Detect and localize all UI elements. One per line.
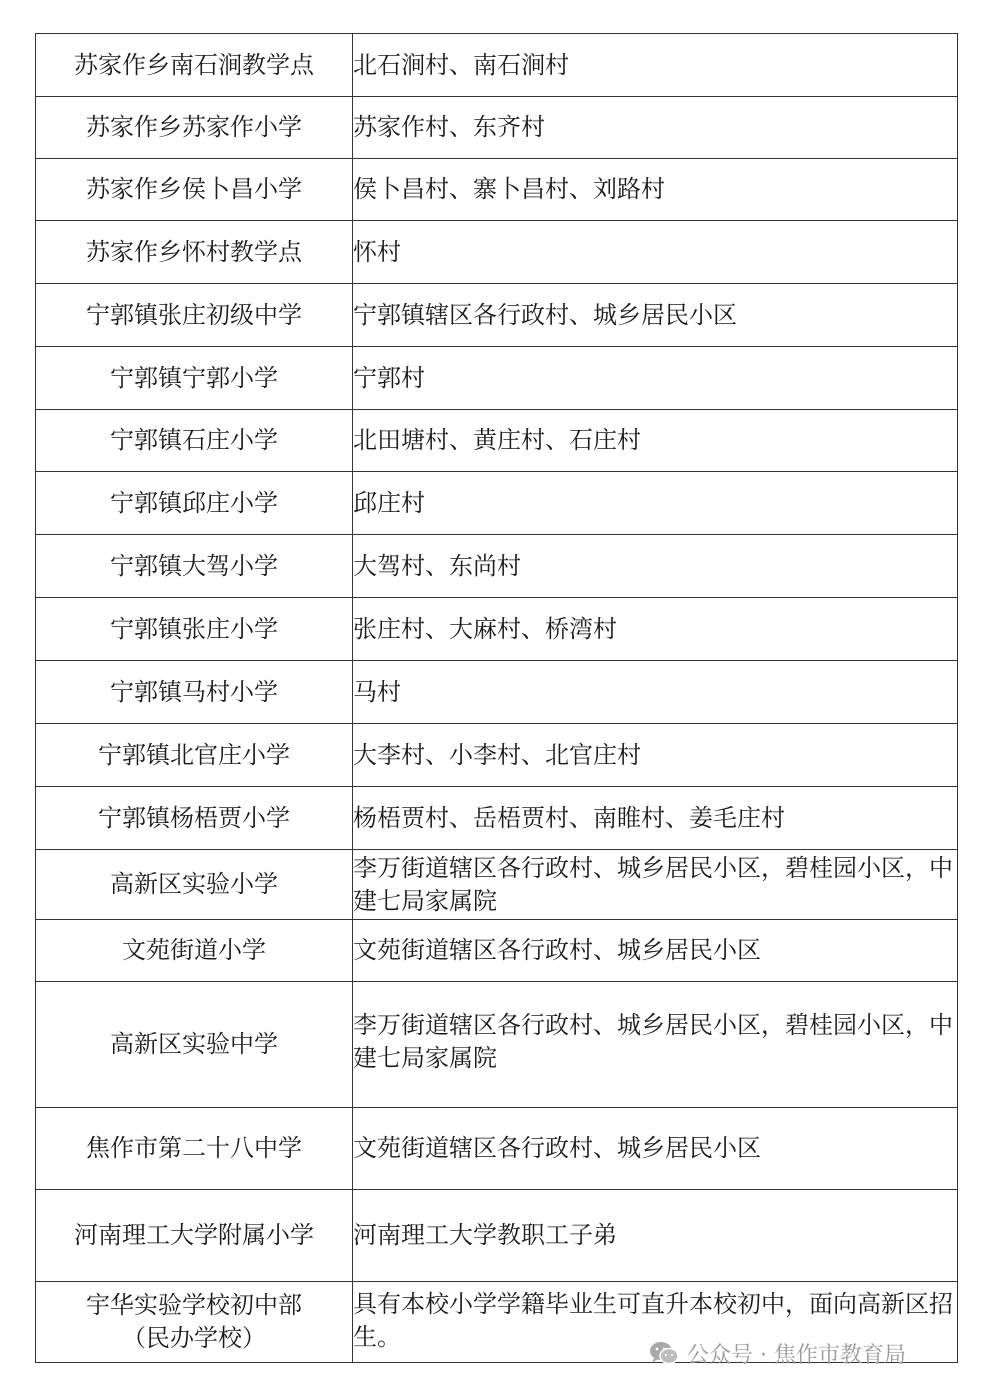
school-name: 宁郭镇邱庄小学 — [36, 472, 353, 535]
district-area: 怀村 — [353, 221, 958, 284]
table-row — [36, 724, 958, 787]
school-name: 宁郭镇大驾小学 — [36, 535, 353, 598]
school-name: 宁郭镇马村小学 — [36, 661, 353, 724]
table-row — [36, 97, 958, 159]
table-row — [36, 661, 958, 724]
table-row — [36, 34, 958, 97]
wechat-icon — [649, 1341, 679, 1367]
district-area: 宁郭镇辖区各行政村、城乡居民小区 — [353, 284, 958, 347]
district-area: 大李村、小李村、北官庄村 — [353, 724, 958, 787]
table-row — [36, 920, 958, 982]
school-name: 苏家作乡怀村教学点 — [36, 221, 353, 284]
school-district-table — [35, 33, 958, 1363]
school-name-cell — [36, 1282, 353, 1363]
watermark-text: 公众号 · 焦作市教育局 — [687, 1343, 906, 1368]
table-row — [36, 787, 958, 850]
school-name: 宇华实验学校初中部 — [86, 1291, 302, 1319]
district-area: 河南理工大学教职工子弟 — [353, 1190, 958, 1282]
watermark — [649, 1338, 906, 1369]
district-area: 张庄村、大麻村、桥湾村 — [353, 598, 958, 661]
school-name: 苏家作乡南石涧教学点 — [36, 34, 353, 97]
table-row — [36, 284, 958, 347]
district-area: 宁郭村 — [353, 347, 958, 410]
school-name: 宁郭镇张庄初级中学 — [36, 284, 353, 347]
district-area-text: 李万街道辖区各行政村、城乡居民小区，碧桂园小区，中建七局家属院 — [353, 1011, 953, 1072]
school-name: 宁郭镇北官庄小学 — [36, 724, 353, 787]
school-name: 高新区实验中学 — [36, 982, 353, 1108]
school-name: 苏家作乡苏家作小学 — [36, 97, 353, 159]
district-area: 杨梧贾村、岳梧贾村、南睢村、姜毛庄村 — [353, 787, 958, 850]
table-row — [36, 598, 958, 661]
table-row — [36, 850, 958, 920]
school-name: 苏家作乡侯卜昌小学 — [36, 159, 353, 221]
district-area: 马村 — [353, 661, 958, 724]
district-area: 文苑街道辖区各行政村、城乡居民小区 — [353, 1108, 958, 1190]
table-row — [36, 982, 958, 1108]
table-row — [36, 535, 958, 598]
table-row — [36, 221, 958, 284]
table-row — [36, 1108, 958, 1190]
table-row — [36, 472, 958, 535]
district-area-text: 具有本校小学学籍毕业生可直升本校初中，面向高新区招生。 — [353, 1290, 953, 1351]
district-area: 李万街道辖区各行政村、城乡居民小区，碧桂园小区，中建七局家属院 — [353, 850, 958, 920]
school-name: 高新区实验小学 — [36, 850, 353, 920]
district-area: 苏家作村、东齐村 — [353, 97, 958, 159]
district-area: 北田塘村、黄庄村、石庄村 — [353, 410, 958, 472]
district-area — [353, 982, 958, 1108]
district-area: 邱庄村 — [353, 472, 958, 535]
school-name: 宁郭镇张庄小学 — [36, 598, 353, 661]
school-name: 宁郭镇石庄小学 — [36, 410, 353, 472]
district-area: 文苑街道辖区各行政村、城乡居民小区 — [353, 920, 958, 982]
district-area: 侯卜昌村、寨卜昌村、刘路村 — [353, 159, 958, 221]
table-row — [36, 410, 958, 472]
district-area: 大驾村、东尚村 — [353, 535, 958, 598]
table-row — [36, 159, 958, 221]
table-row — [36, 347, 958, 410]
table-row — [36, 1190, 958, 1282]
school-name: 文苑街道小学 — [36, 920, 353, 982]
school-name: 焦作市第二十八中学 — [36, 1108, 353, 1190]
school-name: 宁郭镇杨梧贾小学 — [36, 787, 353, 850]
district-area: 北石涧村、南石涧村 — [353, 34, 958, 97]
school-name: 河南理工大学附属小学 — [36, 1190, 353, 1282]
school-name: 宁郭镇宁郭小学 — [36, 347, 353, 410]
school-type-note: （民办学校） — [122, 1324, 266, 1352]
